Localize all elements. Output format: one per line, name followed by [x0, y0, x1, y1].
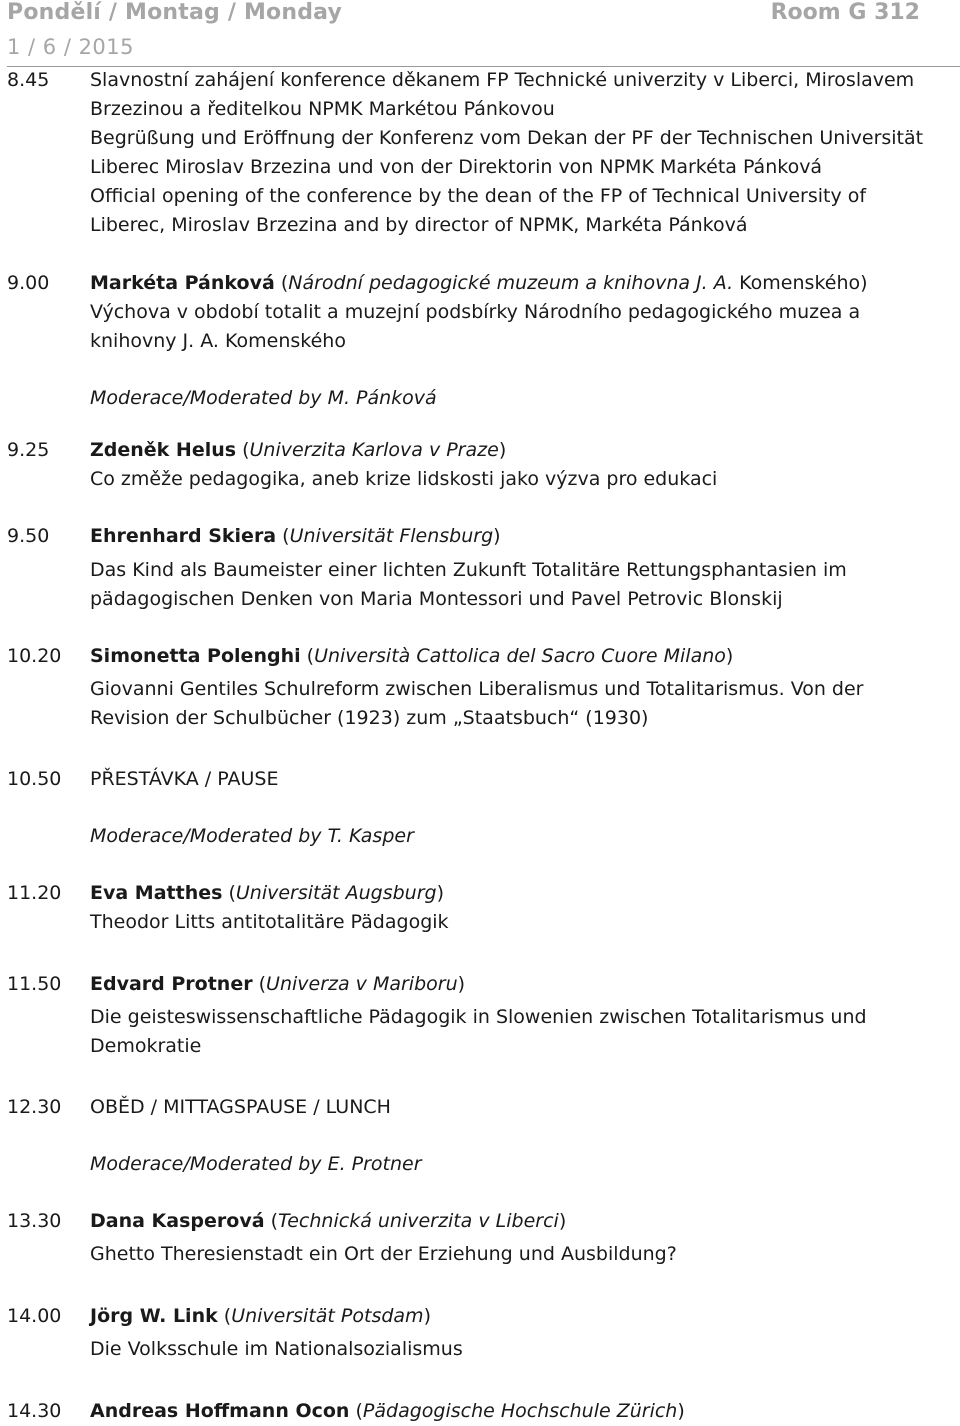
session-speaker-line: Simonetta Polenghi (Università Cattolica del Sacro Cuore Milano): [90, 645, 734, 667]
session-speaker-line: Zdeněk Helus (Univerzita Karlova v Praze): [90, 439, 507, 461]
affil-paren: (: [274, 272, 289, 294]
time-1050: 10.50: [7, 768, 62, 790]
speaker-affiliation: Technická univerzita v Liberci: [277, 1210, 559, 1232]
session-speaker-line: Ehrenhard Skiera (Universität Flensburg): [90, 525, 501, 547]
speaker-name: Ehrenhard Skiera: [90, 525, 277, 547]
header-day: Pondělí / Montag / Monday: [7, 0, 343, 25]
speaker-affiliation: Pädagogische Hochschule Zürich: [362, 1400, 678, 1422]
session-speaker-line: Dana Kasperová (Technická univerzita v Liberci): [90, 1210, 567, 1232]
session-speaker-line: Edvard Protner (Univerza v Mariboru): [90, 973, 466, 995]
talk-title: knihovny J. A. Komenského: [90, 330, 346, 352]
talk-title: Theodor Litts antitotalitäre Pädagogik: [90, 911, 449, 933]
break-label: OBĚD / MITTAGSPAUSE / LUNCH: [90, 1096, 391, 1118]
page-header: [7, 0, 960, 67]
session-speaker-line: [90, 269, 868, 298]
speaker-affiliation: Università Cattolica del Sacro Cuore Milano: [314, 645, 726, 667]
break-label: PŘESTÁVKA / PAUSE: [90, 768, 279, 790]
speaker-name: Simonetta Polenghi: [90, 645, 301, 667]
time-845: 8.45: [7, 69, 50, 91]
opening-line: Liberec Miroslav Brzezina und von der Direktorin von NPMK Markéta Pánková: [90, 156, 823, 178]
talk-title: Výchova v období totalit a muzejní podsbírky Národního pedagogického muzea a: [90, 301, 861, 323]
talk-title: Demokratie: [90, 1035, 202, 1057]
speaker-affiliation: Universität Potsdam: [231, 1305, 424, 1327]
talk-title: Giovanni Gentiles Schulreform zwischen Liberalismus und Totalitarismus. Von der: [90, 678, 864, 700]
time-925: 9.25: [7, 439, 50, 461]
talk-title: Das Kind als Baumeister einer lichten Zukunft Totalitäre Rettungsphantasien im: [90, 559, 847, 581]
time-1230: 12.30: [7, 1096, 62, 1118]
moderator-line: [90, 1150, 422, 1179]
speaker-name: Zdeněk Helus: [90, 439, 237, 461]
time-900: 9.00: [7, 272, 50, 294]
speaker-affiliation: Národní pedagogické muzeum a knihovna J. A.: [288, 272, 734, 294]
speaker-name: Jörg W. Link: [90, 1305, 218, 1327]
time-1150: 11.50: [7, 973, 62, 995]
speaker-affiliation: Universität Flensburg: [289, 525, 494, 547]
moderator-text: Moderace/Moderated by M. Pánková: [90, 387, 437, 409]
time-1430: 14.30: [7, 1400, 62, 1422]
header-date: 1 / 6 / 2015: [7, 35, 135, 59]
opening-line: Liberec, Miroslav Brzezina and by director of NPMK, Markéta Pánková: [90, 214, 748, 236]
speaker-name: Dana Kasperová: [90, 1210, 265, 1232]
session-speaker-line: Andreas Hoffmann Ocon (Pädagogische Hochschule Zürich): [90, 1400, 685, 1422]
talk-title: pädagogischen Denken von Maria Montessori und Pavel Petrovic Blonskij: [90, 588, 783, 610]
speaker-name: Andreas Hoffmann Ocon: [90, 1400, 350, 1422]
speaker-affiliation: Univerza v Mariboru: [266, 973, 458, 995]
talk-title: Ghetto Theresienstadt ein Ort der Erziehung und Ausbildung?: [90, 1243, 677, 1265]
talk-title: Revision der Schulbücher (1923) zum „Staatsbuch“ (1930): [90, 707, 649, 729]
speaker-name: Edvard Protner: [90, 973, 253, 995]
moderator-text: Moderace/Moderated by E. Protner: [90, 1153, 422, 1175]
affil-rest: Komenského): [733, 272, 868, 294]
opening-line: Begrüßung und Eröffnung der Konferenz vom Dekan der PF der Technischen Universität: [90, 127, 924, 149]
opening-line: Official opening of the conference by the dean of the FP of Technical University of: [90, 185, 867, 207]
talk-title: Die Volksschule im Nationalsozialismus: [90, 1338, 463, 1360]
speaker-affiliation: Universität Augsburg: [235, 882, 437, 904]
talk-title: Die geisteswissenschaftliche Pädagogik in Slowenien zwischen Totalitarismus und: [90, 1006, 867, 1028]
time-1020: 10.20: [7, 645, 62, 667]
speaker-name: Eva Matthes: [90, 882, 223, 904]
session-speaker-line: Eva Matthes (Universität Augsburg): [90, 882, 445, 904]
time-1330: 13.30: [7, 1210, 62, 1232]
time-1400: 14.00: [7, 1305, 62, 1327]
header-room: Room G 312: [770, 0, 920, 25]
moderator-line: [90, 822, 414, 851]
opening-line: Brzezinou a ředitelkou NPMK Markétou Pánkovou: [90, 98, 555, 120]
speaker-name: Markéta Pánková: [90, 272, 275, 294]
time-1120: 11.20: [7, 882, 62, 904]
time-950: 9.50: [7, 525, 50, 547]
talk-title: Co změže pedagogika, aneb krize lidskosti jako výzva pro edukaci: [90, 468, 718, 490]
moderator-line: [90, 384, 437, 413]
session-speaker-line: Jörg W. Link (Universität Potsdam): [90, 1305, 431, 1327]
opening-line: Slavnostní zahájení konference děkanem FP Technické univerzity v Liberci, Miroslavem: [90, 69, 915, 91]
speaker-affiliation: Univerzita Karlova v Praze: [249, 439, 499, 461]
moderator-text: Moderace/Moderated by T. Kasper: [90, 825, 414, 847]
